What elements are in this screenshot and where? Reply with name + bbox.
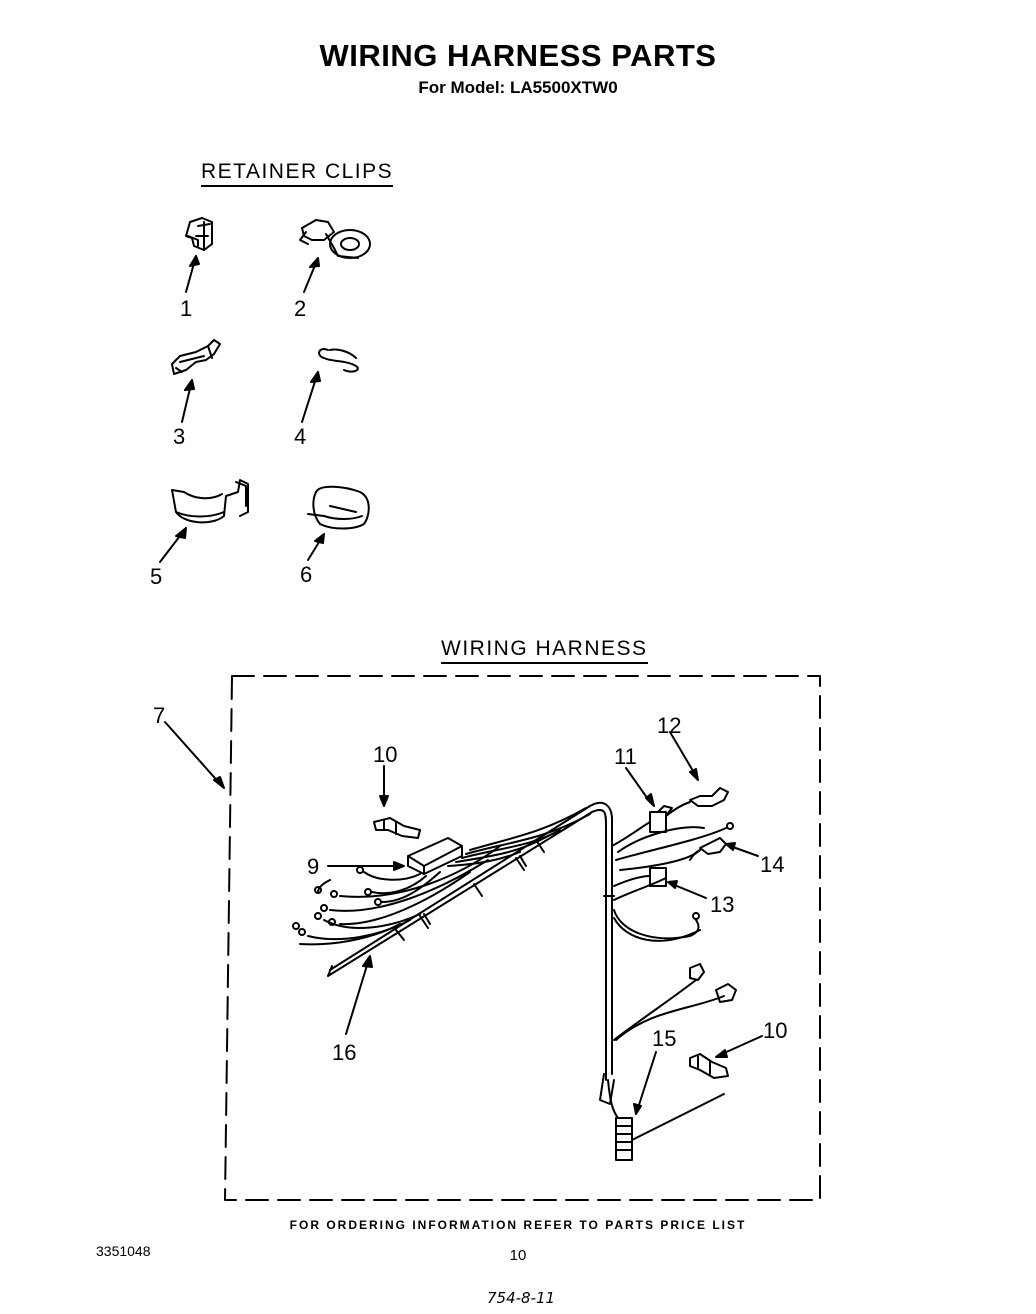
callout-9: 9 bbox=[307, 854, 320, 879]
terminal-12 bbox=[666, 788, 728, 816]
right-wire-leads bbox=[616, 823, 733, 870]
callout-3-arrow bbox=[185, 380, 194, 390]
callout-10a-arrow bbox=[380, 796, 388, 806]
callout-10-lower: 10 bbox=[763, 1018, 788, 1043]
callout-13-arrow bbox=[668, 881, 677, 888]
callout-15-leader bbox=[638, 1052, 656, 1108]
callout-6: 6 bbox=[300, 562, 313, 587]
ordering-note: FOR ORDERING INFORMATION REFER TO PARTS PRICE LIST bbox=[289, 1218, 747, 1232]
callout-12: 12 bbox=[657, 713, 682, 738]
callout-11: 11 bbox=[614, 744, 637, 769]
callout-16-arrow bbox=[363, 956, 372, 967]
callout-10-upper: 10 bbox=[373, 742, 398, 767]
terminal-10-upper bbox=[374, 818, 420, 838]
model-subtitle: For Model: LA5500XTW0 bbox=[418, 78, 618, 97]
callout-15: 15 bbox=[652, 1026, 677, 1051]
callout-14-arrow bbox=[726, 843, 735, 850]
callout-10b-leader bbox=[722, 1036, 762, 1054]
callout-10b-arrow bbox=[716, 1050, 727, 1057]
callout-15-arrow bbox=[634, 1104, 641, 1114]
lower-wire-loops bbox=[614, 910, 736, 1040]
retainer-clip-3 bbox=[172, 340, 220, 374]
callout-1: 1 bbox=[180, 296, 193, 321]
retainer-clip-4 bbox=[319, 349, 358, 372]
callout-3: 3 bbox=[173, 424, 186, 449]
document-number: 3351048 bbox=[96, 1243, 151, 1259]
page-number: 10 bbox=[509, 1247, 527, 1264]
callout-12-arrow bbox=[690, 769, 698, 780]
callout-16-leader bbox=[346, 962, 368, 1034]
callout-4-arrow bbox=[311, 372, 320, 382]
callout-5-arrow bbox=[176, 528, 186, 538]
retainer-clips-heading: RETAINER CLIPS bbox=[201, 160, 393, 187]
handwritten-note: 754-8-11 bbox=[487, 1289, 556, 1307]
callout-7-leader bbox=[165, 722, 222, 786]
connector-13 bbox=[614, 868, 666, 900]
callout-2-arrow bbox=[310, 258, 319, 267]
connector-15 bbox=[600, 1074, 724, 1160]
callout-1-arrow bbox=[190, 256, 199, 266]
connector-9 bbox=[408, 838, 462, 874]
callout-13-leader bbox=[672, 884, 706, 898]
callout-9-arrow bbox=[394, 862, 404, 870]
callout-4: 4 bbox=[294, 424, 307, 449]
callout-2: 2 bbox=[294, 296, 307, 321]
callout-5: 5 bbox=[150, 564, 163, 589]
retainer-clip-2 bbox=[300, 220, 370, 258]
callout-7: 7 bbox=[153, 703, 166, 728]
callout-13: 13 bbox=[710, 892, 735, 917]
retainer-clip-1 bbox=[186, 218, 212, 250]
retainer-clip-5 bbox=[172, 480, 248, 522]
harness-trunk bbox=[328, 803, 612, 1080]
callout-6-arrow bbox=[315, 534, 324, 543]
harness-ties bbox=[396, 840, 614, 940]
retainer-clip-6 bbox=[308, 487, 369, 529]
wiring-harness-heading: WIRING HARNESS bbox=[441, 637, 648, 664]
callout-11-arrow bbox=[646, 794, 654, 806]
connector-11 bbox=[612, 806, 672, 846]
page-title: WIRING HARNESS PARTS bbox=[319, 38, 717, 73]
callout-7-arrow bbox=[214, 777, 224, 788]
callout-16: 16 bbox=[332, 1040, 357, 1065]
callout-14: 14 bbox=[760, 852, 785, 877]
